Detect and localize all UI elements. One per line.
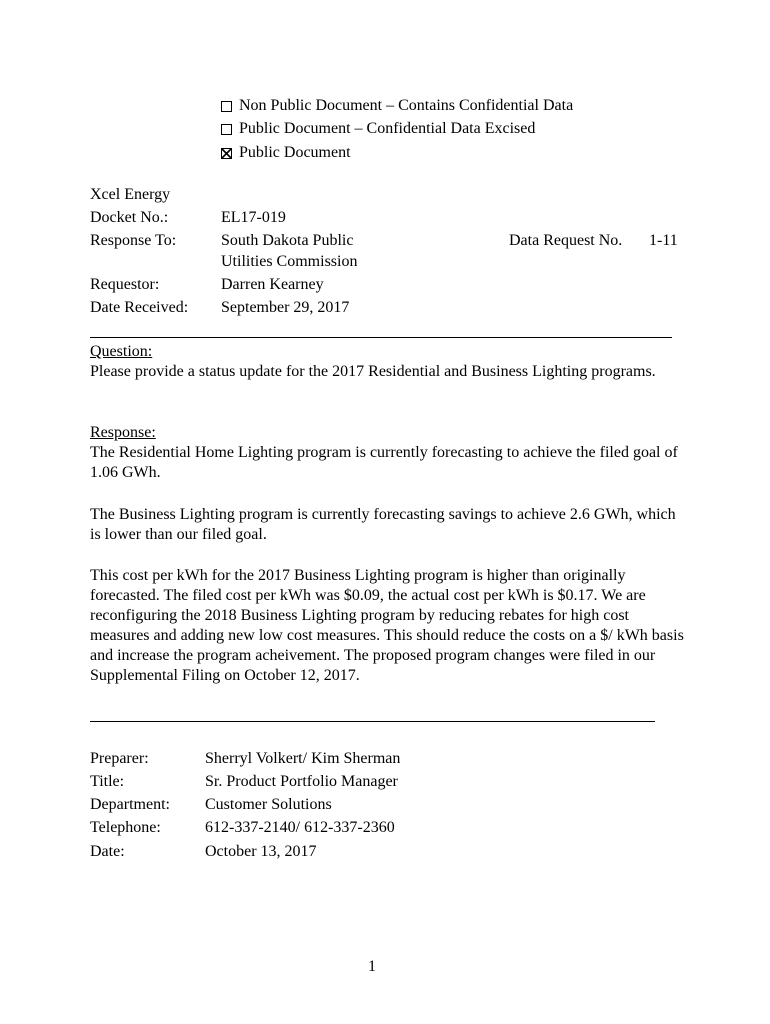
department-label: Department: xyxy=(90,796,170,813)
classification-option-public xyxy=(221,143,351,163)
title-label: Title: xyxy=(90,773,125,790)
unchecked-box-icon xyxy=(221,124,232,135)
response-paragraph: The Residential Home Lighting program is currently forecasting to achieve the filed goal of 1.06 GWh. xyxy=(90,444,678,481)
classification-label: Public Document – Confidential Data Excised xyxy=(239,120,536,137)
telephone-value: 612-337-2140/ 612-337-2360 xyxy=(205,819,395,836)
separator-line xyxy=(90,721,655,722)
telephone-label: Telephone: xyxy=(90,819,161,836)
question-heading: Question: xyxy=(90,343,153,360)
department-value: Customer Solutions xyxy=(205,796,332,813)
requestor-label: Requestor: xyxy=(90,276,160,293)
classification-label: Public Document xyxy=(239,144,351,161)
question-text: Please provide a status update for the 2017 Residential and Business Lighting programs. xyxy=(90,363,656,380)
classification-option-excised xyxy=(221,119,535,139)
docket-label: Docket No.: xyxy=(90,209,169,226)
response-paragraph: The Business Lighting program is currently forecasting savings to achieve 2.6 GWh, which is lower than our filed goal. xyxy=(90,506,676,543)
response-heading: Response: xyxy=(90,424,156,441)
response-to-label: Response To: xyxy=(90,232,177,249)
response-to-line1: South Dakota Public xyxy=(221,232,354,249)
preparer-label: Preparer: xyxy=(90,750,149,767)
page-number: 1 xyxy=(368,958,376,975)
checked-box-icon xyxy=(221,148,232,159)
company-name: Xcel Energy xyxy=(90,186,171,203)
classification-option-nonpublic xyxy=(221,96,573,116)
unchecked-box-icon xyxy=(221,101,232,112)
response-to-line2: Utilities Commission xyxy=(221,253,358,270)
date-received-label: Date Received: xyxy=(90,299,189,316)
title-value: Sr. Product Portfolio Manager xyxy=(205,773,398,790)
docket-value: EL17-019 xyxy=(221,209,286,226)
date-received-value: September 29, 2017 xyxy=(221,299,350,316)
data-request-label: Data Request No. xyxy=(509,232,623,249)
classification-label: Non Public Document – Contains Confidential Data xyxy=(239,97,574,114)
requestor-value: Darren Kearney xyxy=(221,276,324,293)
preparer-value: Sherryl Volkert/ Kim Sherman xyxy=(205,750,401,767)
data-request-value: 1-11 xyxy=(649,232,678,249)
separator-line xyxy=(90,337,672,338)
date-value: October 13, 2017 xyxy=(205,843,317,860)
date-label: Date: xyxy=(90,843,125,860)
response-paragraph: This cost per kWh for the 2017 Business Lighting program is higher than originally forecasted. The filed cost per kWh was $0.09, the actual cost per kWh is $0.17. We are reconfiguring the 2018 Business Lighting program by reducing rebates for high cost measures and adding new low cost measures. This should reduce the costs on a $/ kWh basis and increase the program acheivement. The proposed program changes were filed in our Supplemental Filing on October 12, 2017. xyxy=(90,567,684,684)
